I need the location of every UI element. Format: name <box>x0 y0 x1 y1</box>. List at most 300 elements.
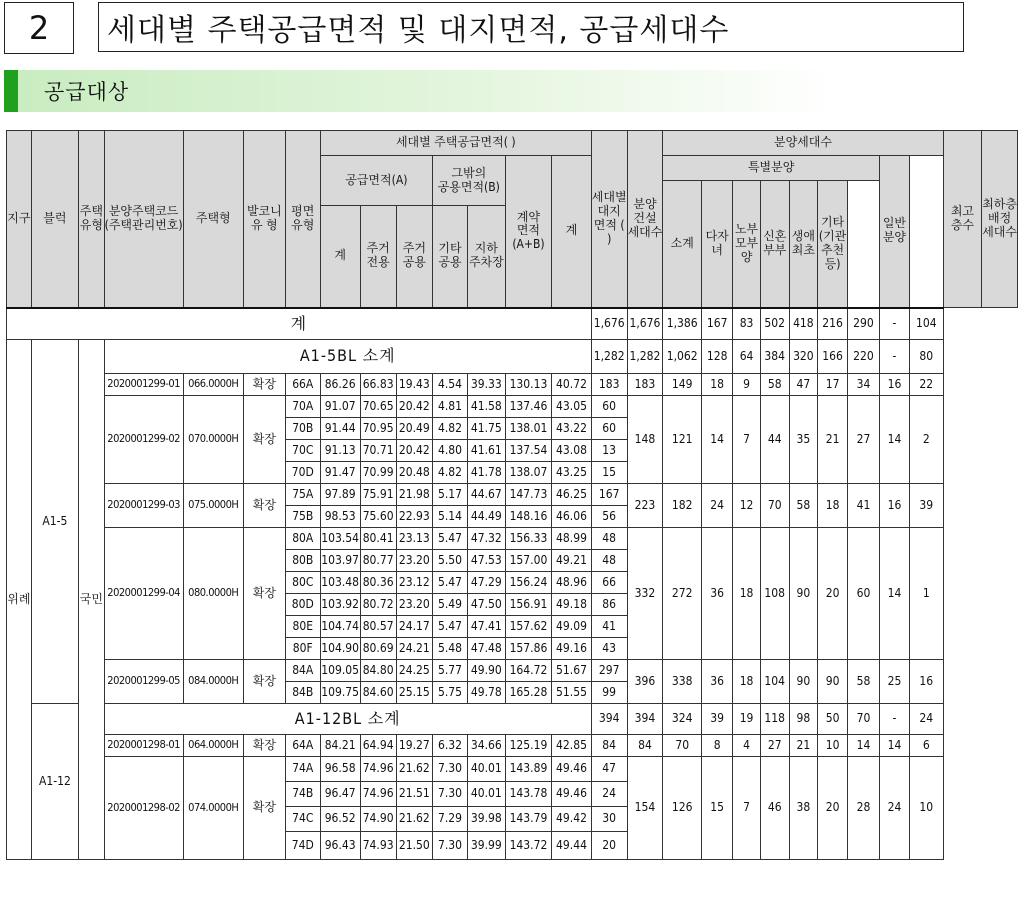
summary-cell: 36 <box>702 660 733 704</box>
summary-cell: 16 <box>879 484 909 528</box>
col-sale-group: 분양세대수 <box>663 131 943 156</box>
count-cell: 15 <box>591 462 627 484</box>
col-sale-total: 분양 건설 세대수 <box>627 131 663 308</box>
exclusive-cell: 80.69 <box>360 638 396 660</box>
count-cell: 48 <box>591 528 627 550</box>
housing-type-cell: 국민 <box>79 340 105 860</box>
col-balcony: 발코니 유 형 <box>243 131 285 308</box>
exclusive-cell: 70.71 <box>360 440 396 462</box>
count-cell: 167 <box>591 484 627 506</box>
plan-cell: 70D <box>285 462 320 484</box>
exclusive-cell: 84.80 <box>360 660 396 682</box>
plan-cell: 66A <box>285 374 320 396</box>
area-total-cell: 103.48 <box>320 572 360 594</box>
subtotal-cell: - <box>879 704 909 735</box>
area-total-cell: 91.44 <box>320 418 360 440</box>
summary-cell: 14 <box>847 735 879 757</box>
etc-common-cell: 5.17 <box>432 484 467 506</box>
summary-cell: 90 <box>818 660 848 704</box>
subtotal-cell: 1,282 <box>627 340 663 374</box>
summary-cell: 18 <box>818 484 848 528</box>
etc-common-cell: 5.47 <box>432 572 467 594</box>
shared-cell: 20.42 <box>396 440 432 462</box>
etc-common-cell: 5.14 <box>432 506 467 528</box>
area-total-cell: 97.89 <box>320 484 360 506</box>
col-district: 지구 <box>7 131 32 308</box>
col-elderly: 노부모부양 <box>733 181 761 308</box>
col-land-area: 세대별 대지 면적 ( ) <box>591 131 627 308</box>
etc-common-cell: 5.48 <box>432 638 467 660</box>
contract-cell: 165.28 <box>505 682 552 704</box>
grand-total-cell: 216 <box>818 308 848 340</box>
unit-row <box>7 528 1018 550</box>
summary-cell: 18 <box>733 660 761 704</box>
plan-cell: 84A <box>285 660 320 682</box>
shared-cell: 19.27 <box>396 735 432 757</box>
etc-common-cell: 5.47 <box>432 616 467 638</box>
summary-cell: 58 <box>847 660 879 704</box>
etc-common-cell: 4.82 <box>432 418 467 440</box>
plan-cell: 80D <box>285 594 320 616</box>
plan-cell: 74D <box>285 832 320 860</box>
block-subtotal-label: A1-12BL 소계 <box>104 704 591 735</box>
parking-cell: 40.01 <box>468 782 506 807</box>
summary-cell: 7 <box>733 757 761 860</box>
etc-common-cell: 7.30 <box>432 832 467 860</box>
exclusive-cell: 74.90 <box>360 807 396 832</box>
exclusive-cell: 80.41 <box>360 528 396 550</box>
summary-cell: 20 <box>818 757 848 860</box>
summary-cell: 182 <box>663 484 702 528</box>
summary-cell: 121 <box>663 396 702 484</box>
contract-cell: 143.89 <box>505 757 552 782</box>
summary-cell: 15 <box>702 757 733 860</box>
contract-cell: 156.24 <box>505 572 552 594</box>
area-total-cell: 109.75 <box>320 682 360 704</box>
parking-cell: 41.75 <box>468 418 506 440</box>
grand-total-cell: 83 <box>733 308 761 340</box>
summary-cell: 36 <box>702 528 733 660</box>
plan-cell: 70B <box>285 418 320 440</box>
land-cell: 46.06 <box>552 506 592 528</box>
subtotal-cell: 220 <box>847 340 879 374</box>
contract-cell: 125.19 <box>505 735 552 757</box>
summary-cell: 24 <box>879 757 909 860</box>
summary-cell: 2 <box>909 396 943 484</box>
subtotal-cell: 324 <box>663 704 702 735</box>
unit-row <box>7 757 1018 782</box>
subtotal-cell: 50 <box>818 704 848 735</box>
unit-row <box>7 374 1018 396</box>
balcony-cell: 확장 <box>243 484 285 528</box>
area-total-cell: 96.43 <box>320 832 360 860</box>
grand-total-cell: 290 <box>847 308 879 340</box>
balcony-cell: 확장 <box>243 660 285 704</box>
summary-cell: 18 <box>733 528 761 660</box>
etc-common-cell: 4.80 <box>432 440 467 462</box>
area-total-cell: 96.58 <box>320 757 360 782</box>
summary-cell: 332 <box>627 528 663 660</box>
summary-cell: 27 <box>847 396 879 484</box>
area-total-cell: 103.97 <box>320 550 360 572</box>
count-cell: 13 <box>591 440 627 462</box>
parking-cell: 47.50 <box>468 594 506 616</box>
area-total-cell: 109.05 <box>320 660 360 682</box>
subtotal-cell: 80 <box>909 340 943 374</box>
grand-total-cell: - <box>879 308 909 340</box>
land-cell: 49.46 <box>552 782 592 807</box>
count-cell: 24 <box>591 782 627 807</box>
area-total-cell: 103.54 <box>320 528 360 550</box>
area-total-cell: 103.92 <box>320 594 360 616</box>
land-cell: 43.25 <box>552 462 592 484</box>
unit-row <box>7 484 1018 506</box>
grand-total-cell: 418 <box>789 308 818 340</box>
subtotal-cell: 394 <box>627 704 663 735</box>
parking-cell: 34.66 <box>468 735 506 757</box>
summary-cell: 16 <box>879 374 909 396</box>
land-cell: 42.85 <box>552 735 592 757</box>
page-title: 세대별 주택공급면적 및 대지면적, 공급세대수 <box>98 2 964 52</box>
plan-cell: 70A <box>285 396 320 418</box>
summary-cell: 4 <box>733 735 761 757</box>
col-newlywed: 신혼부부 <box>760 181 789 308</box>
land-cell: 49.16 <box>552 638 592 660</box>
unit-row <box>7 660 1018 682</box>
count-cell: 84 <box>591 735 627 757</box>
summary-cell: 18 <box>702 374 733 396</box>
plan-cell: 70C <box>285 440 320 462</box>
land-cell: 48.99 <box>552 528 592 550</box>
plan-cell: 74A <box>285 757 320 782</box>
exclusive-cell: 75.91 <box>360 484 396 506</box>
land-cell: 49.09 <box>552 616 592 638</box>
shared-cell: 21.50 <box>396 832 432 860</box>
subtotal-cell: 64 <box>733 340 761 374</box>
code-cell: 2020001299-02 <box>104 396 183 484</box>
parking-cell: 49.90 <box>468 660 506 682</box>
summary-cell: 12 <box>733 484 761 528</box>
balcony-cell: 확장 <box>243 735 285 757</box>
contract-cell: 157.86 <box>505 638 552 660</box>
summary-cell: 104 <box>760 660 789 704</box>
summary-cell: 44 <box>760 396 789 484</box>
subtotal-cell: 24 <box>909 704 943 735</box>
contract-cell: 143.79 <box>505 807 552 832</box>
contract-cell: 143.72 <box>505 832 552 860</box>
summary-cell: 34 <box>847 374 879 396</box>
summary-cell: 17 <box>818 374 848 396</box>
summary-cell: 183 <box>627 374 663 396</box>
area-total-cell: 104.74 <box>320 616 360 638</box>
etc-common-cell: 6.32 <box>432 735 467 757</box>
land-cell: 49.21 <box>552 550 592 572</box>
shared-cell: 19.43 <box>396 374 432 396</box>
plan-cell: 75A <box>285 484 320 506</box>
land-cell: 46.25 <box>552 484 592 506</box>
land-cell: 43.22 <box>552 418 592 440</box>
shared-cell: 24.21 <box>396 638 432 660</box>
count-cell: 66 <box>591 572 627 594</box>
shared-cell: 24.25 <box>396 660 432 682</box>
contract-cell: 157.62 <box>505 616 552 638</box>
plan-cell: 75B <box>285 506 320 528</box>
count-cell: 60 <box>591 396 627 418</box>
exclusive-cell: 74.96 <box>360 757 396 782</box>
parking-cell: 41.78 <box>468 462 506 484</box>
parking-cell: 47.41 <box>468 616 506 638</box>
contract-cell: 156.91 <box>505 594 552 616</box>
exclusive-cell: 70.95 <box>360 418 396 440</box>
plan-cell: 80C <box>285 572 320 594</box>
subtotal-cell: - <box>879 340 909 374</box>
col-housing-type: 주택유형 <box>79 131 105 308</box>
code-cell: 2020001299-04 <box>104 528 183 660</box>
summary-cell: 38 <box>789 757 818 860</box>
area-total-cell: 91.13 <box>320 440 360 462</box>
contract-cell: 164.72 <box>505 660 552 682</box>
plan-cell: 74C <box>285 807 320 832</box>
count-cell: 20 <box>591 832 627 860</box>
exclusive-cell: 80.72 <box>360 594 396 616</box>
summary-cell: 58 <box>789 484 818 528</box>
block-subtotal-row <box>7 340 1018 374</box>
summary-cell: 16 <box>909 660 943 704</box>
col-unit-type: 주택형 <box>183 131 243 308</box>
summary-cell: 272 <box>663 528 702 660</box>
section-marker <box>4 70 18 112</box>
summary-cell: 7 <box>733 396 761 484</box>
col-subtotal: 소계 <box>663 181 702 308</box>
etc-common-cell: 4.82 <box>432 462 467 484</box>
plan-cell: 80B <box>285 550 320 572</box>
col-first-life: 생애최초 <box>789 181 818 308</box>
balcony-cell: 확장 <box>243 396 285 484</box>
parking-cell: 47.48 <box>468 638 506 660</box>
summary-cell: 20 <box>818 528 848 660</box>
block-name-cell: A1-5 <box>31 340 78 704</box>
summary-cell: 46 <box>760 757 789 860</box>
code-cell: 2020001299-03 <box>104 484 183 528</box>
unit-type-cell: 074.0000H <box>183 757 243 860</box>
code-cell: 2020001298-02 <box>104 757 183 860</box>
summary-cell: 27 <box>760 735 789 757</box>
plan-cell: 84B <box>285 682 320 704</box>
summary-cell: 25 <box>879 660 909 704</box>
summary-cell: 126 <box>663 757 702 860</box>
etc-common-cell: 7.30 <box>432 757 467 782</box>
etc-common-cell: 4.54 <box>432 374 467 396</box>
land-cell: 51.55 <box>552 682 592 704</box>
code-cell: 2020001299-05 <box>104 660 183 704</box>
area-total-cell: 104.90 <box>320 638 360 660</box>
land-cell: 49.42 <box>552 807 592 832</box>
etc-common-cell: 5.47 <box>432 528 467 550</box>
summary-cell: 6 <box>909 735 943 757</box>
parking-cell: 49.78 <box>468 682 506 704</box>
grand-total-cell: 1,676 <box>591 308 627 340</box>
parking-cell: 47.29 <box>468 572 506 594</box>
col-area-total: 계 <box>320 206 360 308</box>
col-multi-child: 다자녀 <box>702 181 733 308</box>
subtotal-cell: 98 <box>789 704 818 735</box>
exclusive-cell: 80.77 <box>360 550 396 572</box>
shared-cell: 23.13 <box>396 528 432 550</box>
contract-cell: 138.01 <box>505 418 552 440</box>
block-subtotal-row <box>7 704 1018 735</box>
etc-common-cell: 4.81 <box>432 396 467 418</box>
parking-cell: 47.32 <box>468 528 506 550</box>
count-cell: 60 <box>591 418 627 440</box>
parking-cell: 44.49 <box>468 506 506 528</box>
summary-cell: 90 <box>789 528 818 660</box>
page-header <box>4 2 968 54</box>
balcony-cell: 확장 <box>243 528 285 660</box>
etc-common-cell: 5.50 <box>432 550 467 572</box>
col-total: 계 <box>552 156 592 308</box>
col-block: 블럭 <box>31 131 78 308</box>
summary-cell: 8 <box>702 735 733 757</box>
area-total-cell: 96.52 <box>320 807 360 832</box>
count-cell: 47 <box>591 757 627 782</box>
summary-cell: 9 <box>733 374 761 396</box>
unit-row <box>7 735 1018 757</box>
parking-cell: 41.61 <box>468 440 506 462</box>
section-label: 공급대상 <box>44 80 130 104</box>
col-other-common: 그밖의 공용면적(B) <box>432 156 505 206</box>
contract-cell: 148.16 <box>505 506 552 528</box>
shared-cell: 21.62 <box>396 807 432 832</box>
count-cell: 48 <box>591 550 627 572</box>
subtotal-cell: 384 <box>760 340 789 374</box>
unit-type-cell: 080.0000H <box>183 528 243 660</box>
unit-type-cell: 075.0000H <box>183 484 243 528</box>
section-heading <box>4 70 836 112</box>
unit-type-cell: 084.0000H <box>183 660 243 704</box>
shared-cell: 25.15 <box>396 682 432 704</box>
supply-table <box>6 130 1018 860</box>
summary-cell: 10 <box>909 757 943 860</box>
parking-cell: 39.33 <box>468 374 506 396</box>
summary-cell: 149 <box>663 374 702 396</box>
shared-cell: 21.62 <box>396 757 432 782</box>
col-etc: 기타 (기관 추천 등) <box>818 181 848 308</box>
col-parking: 지하 주차장 <box>468 206 506 308</box>
area-total-cell: 84.21 <box>320 735 360 757</box>
district-cell: 위례 <box>7 340 32 860</box>
exclusive-cell: 74.96 <box>360 782 396 807</box>
summary-cell: 154 <box>627 757 663 860</box>
summary-cell: 14 <box>879 528 909 660</box>
summary-cell: 70 <box>663 735 702 757</box>
area-total-cell: 91.47 <box>320 462 360 484</box>
grand-total-cell: 1,676 <box>627 308 663 340</box>
summary-cell: 24 <box>702 484 733 528</box>
subtotal-cell: 166 <box>818 340 848 374</box>
col-lowest-floor: 최하층 배정 세대수 <box>982 131 1018 308</box>
shared-cell: 22.93 <box>396 506 432 528</box>
plan-cell: 74B <box>285 782 320 807</box>
subtotal-cell: 19 <box>733 704 761 735</box>
land-cell: 48.96 <box>552 572 592 594</box>
balcony-cell: 확장 <box>243 374 285 396</box>
grand-total-cell: 502 <box>760 308 789 340</box>
summary-cell: 14 <box>702 396 733 484</box>
summary-cell: 70 <box>760 484 789 528</box>
grand-total-row <box>7 308 1018 340</box>
col-plan-type: 평면 유형 <box>285 131 320 308</box>
etc-common-cell: 7.29 <box>432 807 467 832</box>
shared-cell: 23.20 <box>396 550 432 572</box>
plan-cell: 80E <box>285 616 320 638</box>
unit-type-cell: 070.0000H <box>183 396 243 484</box>
col-code: 분양주택코드 (주택관리번호) <box>104 131 183 308</box>
balcony-cell: 확장 <box>243 757 285 860</box>
grand-total-cell: 1,386 <box>663 308 702 340</box>
summary-cell: 28 <box>847 757 879 860</box>
shared-cell: 21.51 <box>396 782 432 807</box>
exclusive-cell: 80.57 <box>360 616 396 638</box>
unit-row <box>7 396 1018 418</box>
summary-cell: 223 <box>627 484 663 528</box>
summary-cell: 90 <box>789 660 818 704</box>
contract-cell: 130.13 <box>505 374 552 396</box>
col-max-floor: 최고 층수 <box>943 131 982 308</box>
grand-total-cell: 167 <box>702 308 733 340</box>
summary-cell: 47 <box>789 374 818 396</box>
subtotal-cell: 70 <box>847 704 879 735</box>
count-cell: 86 <box>591 594 627 616</box>
land-cell: 43.08 <box>552 440 592 462</box>
etc-common-cell: 5.75 <box>432 682 467 704</box>
area-total-cell: 96.47 <box>320 782 360 807</box>
code-cell: 2020001298-01 <box>104 735 183 757</box>
subtotal-cell: 128 <box>702 340 733 374</box>
code-cell: 2020001299-01 <box>104 374 183 396</box>
col-special: 특별분양 <box>663 156 880 181</box>
area-total-cell: 91.07 <box>320 396 360 418</box>
parking-cell: 40.01 <box>468 757 506 782</box>
land-cell: 49.44 <box>552 832 592 860</box>
shared-cell: 20.42 <box>396 396 432 418</box>
land-cell: 40.72 <box>552 374 592 396</box>
col-supply-area: 공급면적(A) <box>320 156 432 206</box>
land-cell: 49.18 <box>552 594 592 616</box>
contract-cell: 147.73 <box>505 484 552 506</box>
exclusive-cell: 66.83 <box>360 374 396 396</box>
count-cell: 41 <box>591 616 627 638</box>
shared-cell: 24.17 <box>396 616 432 638</box>
summary-cell: 148 <box>627 396 663 484</box>
summary-cell: 338 <box>663 660 702 704</box>
parking-cell: 44.67 <box>468 484 506 506</box>
summary-cell: 21 <box>818 396 848 484</box>
table-body <box>7 308 1018 860</box>
shared-cell: 20.49 <box>396 418 432 440</box>
col-etc-common: 기타 공용 <box>432 206 467 308</box>
shared-cell: 23.20 <box>396 594 432 616</box>
plan-cell: 80A <box>285 528 320 550</box>
exclusive-cell: 84.60 <box>360 682 396 704</box>
exclusive-cell: 70.65 <box>360 396 396 418</box>
contract-cell: 157.00 <box>505 550 552 572</box>
col-area-group: 세대별 주택공급면적( ) <box>320 131 591 156</box>
summary-cell: 41 <box>847 484 879 528</box>
summary-cell: 84 <box>627 735 663 757</box>
col-shared: 주거 공용 <box>396 206 432 308</box>
exclusive-cell: 80.36 <box>360 572 396 594</box>
etc-common-cell: 5.49 <box>432 594 467 616</box>
